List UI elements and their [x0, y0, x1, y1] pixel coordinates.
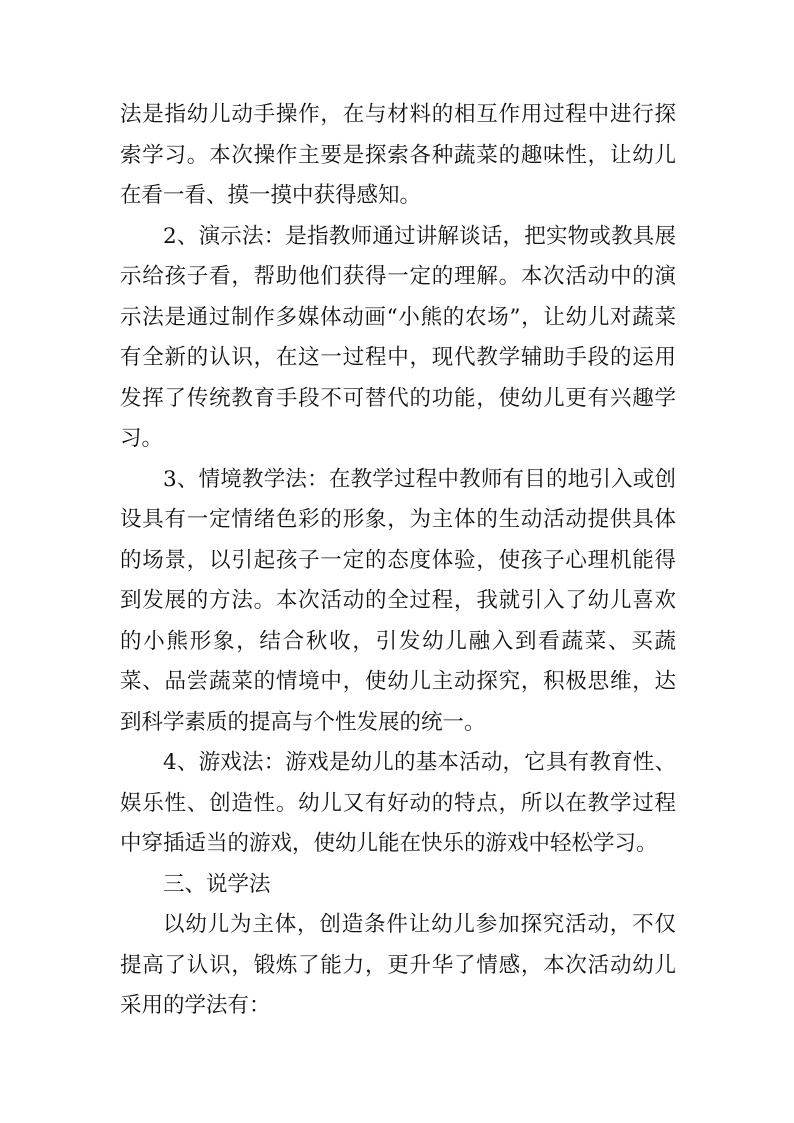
paragraph-continuation: 法是指幼儿动手操作，在与材料的相互作用过程中进行探索学习。本次操作主要是探索各种蔬菜的趣味性，让幼儿在看一看、摸一摸中获得感知。 — [120, 102, 676, 208]
document-body — [120, 95, 676, 1027]
paragraph-demonstration-method: 2、演示法：是指教师通过讲解谈话，把实物或教具展示给孩子看，帮助他们获得一定的理解。本次活动中的演示法是通过制作多媒体动画“小熊的农场”，让幼儿对蔬菜有全新的认识，在这一过程中，现代教学辅助手段的运用发挥了传统教育手段不可替代的功能，使幼儿更有兴趣学习。 — [120, 223, 676, 451]
section-heading-learning-methods: 三、说学法 — [163, 871, 271, 897]
paragraph-situational-teaching-method: 3、情境教学法：在教学过程中教师有目的地引入或创设具有一定情绪色彩的形象，为主体的生动活动提供具体的场景，以引起孩子一定的态度体验，使孩子心理机能得到发展的方法。本次活动的全过程，我就引入了幼儿喜欢的小熊形象，结合秋收，引发幼儿融入到看蔬菜、买蔬菜、品尝蔬菜的情境中，使幼儿主动探究，积极思维，达到科学素质的提高与个性发展的统一。 — [120, 466, 676, 735]
paragraph-learning-methods-intro: 以幼儿为主体，创造条件让幼儿参加探究活动，不仅提高了认识，锻炼了能力，更升华了情感，本次活动幼儿采用的学法有： — [120, 912, 676, 1018]
paragraph-game-method: 4、游戏法：游戏是幼儿的基本活动，它具有教育性、娱乐性、创造性。幼儿又有好动的特点，所以在教学过程中穿插适当的游戏，使幼儿能在快乐的游戏中轻松学习。 — [120, 750, 676, 856]
